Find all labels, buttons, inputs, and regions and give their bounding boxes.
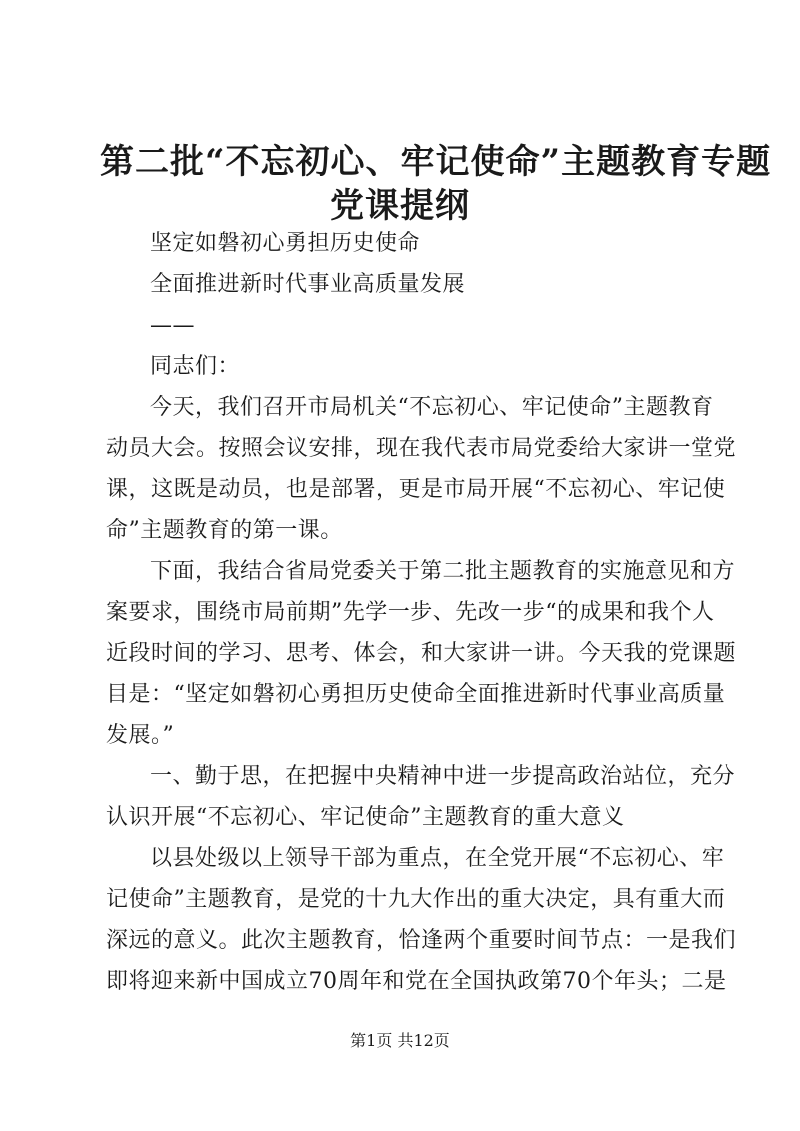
body-line: 下面，我结合省局党委关于第二批主题教育的实施意见和方 (150, 559, 736, 584)
body-line: 深远的意义。此次主题教育，恰逢两个重要时间节点：一是我们 (106, 928, 737, 953)
subtitle-line-1: 坚定如磐初心勇担历史使命 (150, 231, 421, 256)
document-title-line-1: 第二批“不忘初心、牢记使命”主题教育专题 (100, 142, 772, 182)
greeting: 同志们： (150, 354, 241, 379)
subtitle-line-2: 全面推进新时代事业高质量发展 (150, 272, 466, 297)
page-footer: 第1页 共12页 (350, 1031, 450, 1050)
body-line: 命”主题教育的第一课。 (106, 518, 343, 543)
subtitle-dash: —— (150, 313, 195, 338)
body-line: 目是：“坚定如磐初心勇担历史使命全面推进新时代事业高质量 (106, 682, 726, 707)
body-line: 以县处级以上领导干部为重点，在全党开展“不忘初心、牢 (150, 846, 725, 871)
body-line: 近段时间的学习、思考、体会，和大家讲一讲。今天我的党课题 (106, 641, 737, 666)
body-line: 案要求，围绕市局前期”先学一步、先改一步“的成果和我个人 (106, 600, 715, 625)
body-line: 记使命”主题教育，是党的十九大作出的重大决定，具有重大而 (106, 887, 726, 912)
section-heading-line: 认识开展“不忘初心、牢记使命”主题教育的重大意义 (106, 805, 625, 830)
document-title-line-2: 党课提纲 (330, 186, 470, 226)
body-line: 发展。” (106, 723, 175, 748)
body-line: 即将迎来新中国成立70周年和党在全国执政第70个年头；二是 (106, 969, 727, 994)
section-heading-line: 一、勤于思，在把握中央精神中进一步提高政治站位，充分 (150, 764, 736, 789)
body-line: 今天，我们召开市局机关“不忘初心、牢记使命”主题教育 (150, 395, 714, 420)
body-line: 课，这既是动员，也是部署，更是市局开展“不忘初心、牢记使 (106, 477, 726, 502)
body-line: 动员大会。按照会议安排，现在我代表市局党委给大家讲一堂党 (106, 436, 737, 461)
